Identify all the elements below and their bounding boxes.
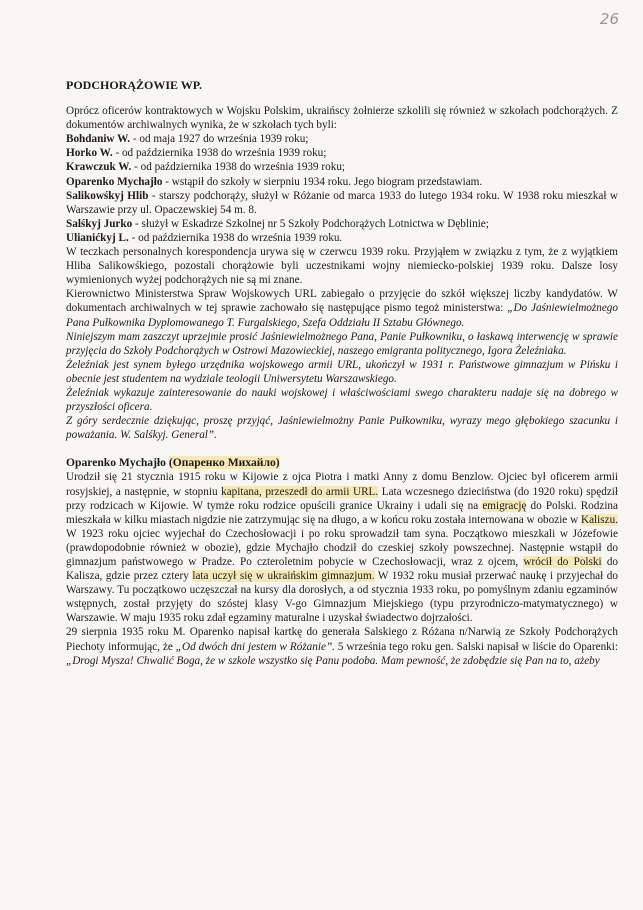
personal-files-paragraph: W teczkach personalnych korespondencja urywa się w czerwcu 1939 roku. Przyjąłem w związku z tym, że z wyjątkiem Hliba Salikowśkiego, pozostali chorążowie byli uczestnikami wojny niemiecko-polskiej 1939 roku. Dalsze losy wymienionych wyżej podchorążych nie są mi znane. xyxy=(66,246,618,287)
biography-paragraph: Urodził się 21 stycznia 1915 roku w Kijowie z ojca Piotra i matki Anny z domu Benzlow. Ojciec był oficerem armii rosyjskiej, a następnie, w stopniu kapitana, przeszedł do armii URL. Lata wczesnego dzieciństwa (do 1920 roku) spędził przy rodzicach w Kijowie. W tymże roku rodzice opuścili granice Ukrainy i udali się na emigrację do Polski. Rodzina mieszkała w kilku miastach nigdzie nie zatrzymując się na długo, a w końcu roku została internowana w obozie w Kaliszu. W 1923 roku ojciec wyjechał do Czechosłowacji i po roku sprowadził tam syna. Początkowo mieszkali w Józefowie (prawdopodobnie również w obozie), gdzie Mychajło chodził do czeskiej szkoły powszechnej. Następnie wstąpił do gimnazjum państwowego w Pradze. Po czteroletnim pobycie w Czechosłowacji, wraz z ojcem, wrócił do Polski do Kalisza, gdzie przez cztery lata uczył się w ukraińskim gimnazjum. W 1932 roku musiał przerwać naukę i przyjechał do Warszawy. Tu początkowo uczęszczał na kursy dla dorosłych, a od stycznia 1933 roku, po pomyślnym zdaniu egzaminów wstępnych, został przyjęty do szóstej klasy V-go Gimnazjum Miejskiego (typu przyrodniczo-matymatycznego) w Warszawie. W maju 1935 roku zdał egzaminy maturalne i uzyskał świadectwo dojrzałości. xyxy=(66,471,619,625)
cadet-name: Krawczuk W. xyxy=(66,161,132,174)
cadet-entry: Bohdaniw W. - od maja 1927 do września 1939 roku; xyxy=(66,133,309,146)
intro-paragraph: Oprócz oficerów kontraktowych w Wojsku Polskim, ukraińscy żołnierze szkolili się również w szkołach podchorążych. Z dokumentów archiwalnych wynika, że w szkołach tych byli: xyxy=(66,105,618,132)
cadet-entry: Ulianićkyj L. - od października 1938 do września 1939 roku. xyxy=(66,231,343,244)
biography-heading: Oparenko Mychajło (Опаренко Михайло) xyxy=(66,456,280,470)
section-title: PODCHORĄŻOWIE WP. xyxy=(66,78,203,92)
cadet-entry: Krawczuk W. - od października 1938 do września 1939 roku; xyxy=(66,161,346,174)
letter-quote: Żeleźniak wykazuje zainteresowanie do nauki wojskowej i właściwościami swego charakteru nadaje się na dobrego w przyszłości oficera. xyxy=(66,386,618,414)
biography-paragraph: 29 sierpnia 1935 roku M. Oparenko napisał kartkę do generała Salskiego z Różana n/Narwią ze Szkoły Podchorążych Piechoty informując, że „Od dwóch dni jestem w Różanie”. 5 września tego roku gen. Salski napisał w liście do Oparenki: „Drogi Mysza! Chwalić Boga, że w szkole wszystko się Panu podoba. Mam pewność, że zdobędzie się Pan na to, ażeby xyxy=(66,626,618,667)
ministry-paragraph: Kierownictwo Ministerstwa Spraw Wojskowych URL zabiegało o przyjęcie do szkół większej liczby kandydatów. W dokumentach archiwalnych w tej sprawie zachowało się następujące pismo tegoż ministerstwa: „Do Jaśniewielmożnego Pana Pułkownika Dyplomowanego T. Furgalskiego, Szefa Oddziału II Sztabu Głównego. xyxy=(66,288,618,329)
cadet-name: Ulianićkyj L. xyxy=(66,231,129,244)
document-body xyxy=(66,78,618,668)
cadet-name: Salikowśkyj Hlib xyxy=(66,189,149,202)
cadet-list xyxy=(66,132,618,245)
cadet-name: Salśkyj Jurko xyxy=(66,217,133,230)
cadet-entry: Horko W. - od października 1938 do września 1939 roku; xyxy=(66,147,327,160)
cadet-name: Oparenko Mychajło xyxy=(66,175,163,188)
letter-quote: Żeleźniak jest synem byłego urzędnika wojskowego armii URL, ukończył w 1931 r. Państwowe gimnazjum w Pińsku i obecnie jest studentem na wydziale teologii Uniwersytetu Warszawskiego. xyxy=(66,358,618,385)
letter-quote: Niniejszym mam zaszczyt uprzejmie prosić Jaśniewielmożnego Pana, Panie Pułkowniku, o łaskawą interwencję w sprawie przyjęcia do Szkoły Podchorążych w Ostrowi Mazowieckiej, naszego emigranta politycznego, Igora Żeleźniaka. xyxy=(66,330,618,357)
cadet-entry: Salikowśkyj Hlib - starszy podchorąży, służył w Różanie od marca 1933 do lutego 1934 roku. W 1938 roku mieszkał w Warszawie przy ul. Opaczewskiej 54 m. 8. xyxy=(66,189,618,216)
cadet-entry: Oparenko Mychajło - wstąpił do szkoły w sierpniu 1934 roku. Jego biogram przedstawiam. xyxy=(66,175,483,188)
cadet-name: Horko W. xyxy=(66,147,113,160)
cadet-entry: Salśkyj Jurko - służył w Eskadrze Szkolnej nr 5 Szkoły Podchorążych Lotnictwa w Dęblinie; xyxy=(66,217,489,230)
cyrillic-name: (Опаренко Михайло) xyxy=(168,456,280,470)
page-number: 26 xyxy=(599,10,619,28)
letter-quote: Z góry serdecznie dziękując, proszę przyjąć, Jaśniewielmożny Panie Pułkowniku, wyrazy mego głębokiego szacunku i poważania. W. Salśkyj. General”. xyxy=(66,415,618,442)
cadet-name: Bohdaniw W. xyxy=(66,133,131,146)
